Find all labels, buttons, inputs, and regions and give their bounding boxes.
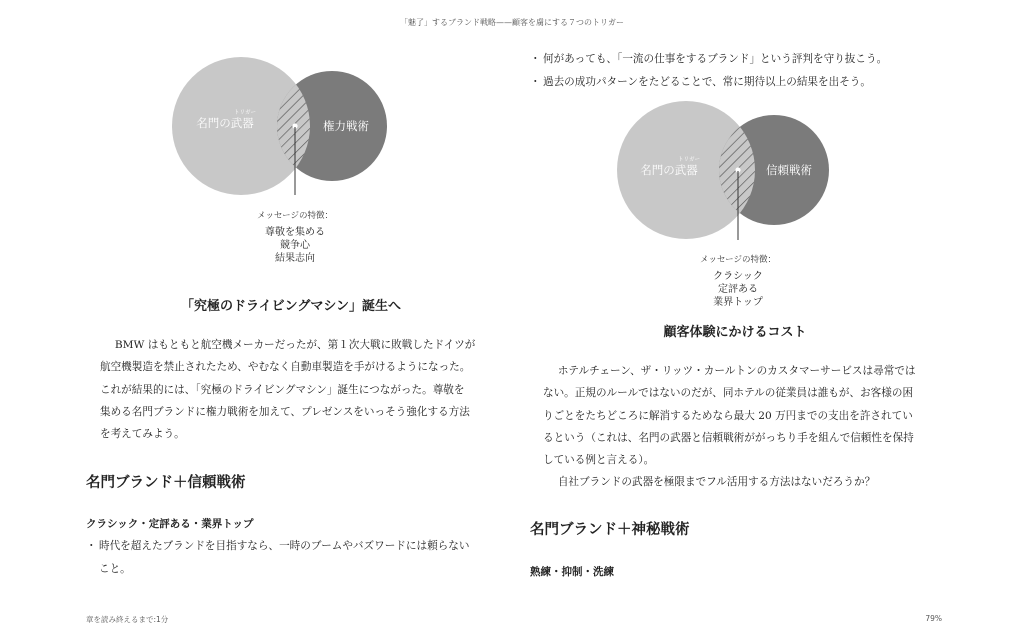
caption-line: 業界トップ bbox=[713, 297, 763, 308]
paragraph-line: している例と言える）。 bbox=[543, 454, 655, 467]
section-title-left: 「究極のドライビングマシン」誕生へ bbox=[180, 299, 402, 314]
paragraph-line: これが結果的には、「究極のドライビングマシン」誕生につながった。尊敬を bbox=[100, 383, 465, 396]
venn-diagram-right bbox=[608, 100, 868, 240]
paragraph-line: るという（これは、名門の武器と信頼戦術ががっちり手を組んで信頼性を保持 bbox=[543, 431, 914, 444]
caption-line: クラシック bbox=[713, 271, 763, 282]
subheading-right: 熟練・抑制・洗練 bbox=[530, 566, 614, 578]
paragraph-line: ホテルチェーン、ザ・リッツ・カールトンのカスタマーサービスは尋常では bbox=[557, 365, 916, 377]
paragraph-line: 航空機製造を禁止されたため、やむなく自動車製造を手がけるようになった。 bbox=[100, 361, 471, 374]
venn-diagram-left bbox=[165, 55, 425, 195]
paragraph-right bbox=[543, 360, 943, 494]
caption-line: 競争心 bbox=[280, 240, 310, 251]
venn-left-label: 名門の武器 bbox=[196, 116, 254, 130]
reading-progress-percent: 79% bbox=[925, 614, 942, 623]
paragraph-line: ない。正規のルールではないのだが、同ホテルの従業員は誰もが、お客様の困 bbox=[543, 387, 914, 400]
section-title-right: 顧客体験にかけるコスト bbox=[663, 325, 807, 340]
paragraph-line: 自社ブランドの武器を極限までフル活用する方法はないだろうか？ bbox=[557, 476, 876, 489]
bullet-mark: ・ bbox=[530, 53, 541, 65]
paragraph-line: りごとをたちどころに解消するためなら最大 20 万円までの支出を許されてい bbox=[543, 409, 913, 422]
bullet-mark: ・ bbox=[86, 540, 97, 552]
venn-right-label: 権力戦術 bbox=[323, 119, 369, 133]
bullet-list-right bbox=[530, 48, 940, 93]
bullet-mark: ・ bbox=[530, 75, 541, 88]
bullet-line: 時代を超えたブランドを目指すなら、一時のブームやバズワードには頼らない bbox=[99, 540, 470, 552]
venn-right-label: 信頼戦術 bbox=[766, 163, 812, 177]
paragraph-line: を考えてみよう。 bbox=[100, 428, 185, 441]
paragraph-left bbox=[100, 334, 500, 445]
caption-line: 結果志向 bbox=[275, 253, 315, 264]
venn-ruby: トリガー bbox=[678, 157, 700, 163]
venn-caption-right bbox=[668, 254, 808, 309]
reading-time-status: 章を読み終えるまで:1分 bbox=[86, 615, 169, 624]
venn-ruby: トリガー bbox=[234, 110, 256, 116]
caption-line: 定評ある bbox=[718, 284, 758, 295]
heading-left: 名門ブランド＋信頼戦術 bbox=[86, 475, 246, 491]
paragraph-line: 集める名門ブランドに権力戦術を加えて、プレゼンスをいっそう強化する方法 bbox=[100, 405, 470, 418]
paragraph-line: BMW はもともと航空機メーカーだったが、第１次大戦に敗戦したドイツが bbox=[114, 339, 476, 351]
caption-title: メッセージの特徴： bbox=[257, 211, 333, 221]
bullet-line: こと。 bbox=[99, 562, 131, 575]
subheading-left: クラシック・定評ある・業界トップ bbox=[86, 518, 254, 530]
caption-title: メッセージの特徴： bbox=[700, 255, 776, 265]
bullet-line: 何があっても、「一流の仕事をするブランド」という評判を守り抜こう。 bbox=[543, 53, 888, 65]
venn-left-label: 名門の武器 bbox=[640, 163, 698, 177]
heading-right: 名門ブランド＋神秘戦術 bbox=[530, 522, 690, 538]
bullet-list-left bbox=[86, 535, 506, 580]
running-header: 「魅了」するブランド戦略——顧客を虜にする７つのトリガー bbox=[400, 18, 624, 27]
bullet-line: 過去の成功パターンをたどることで、常に期待以上の結果を出そう。 bbox=[543, 75, 871, 88]
venn-caption-left bbox=[225, 210, 365, 265]
caption-line: 尊敬を集める bbox=[265, 227, 325, 238]
